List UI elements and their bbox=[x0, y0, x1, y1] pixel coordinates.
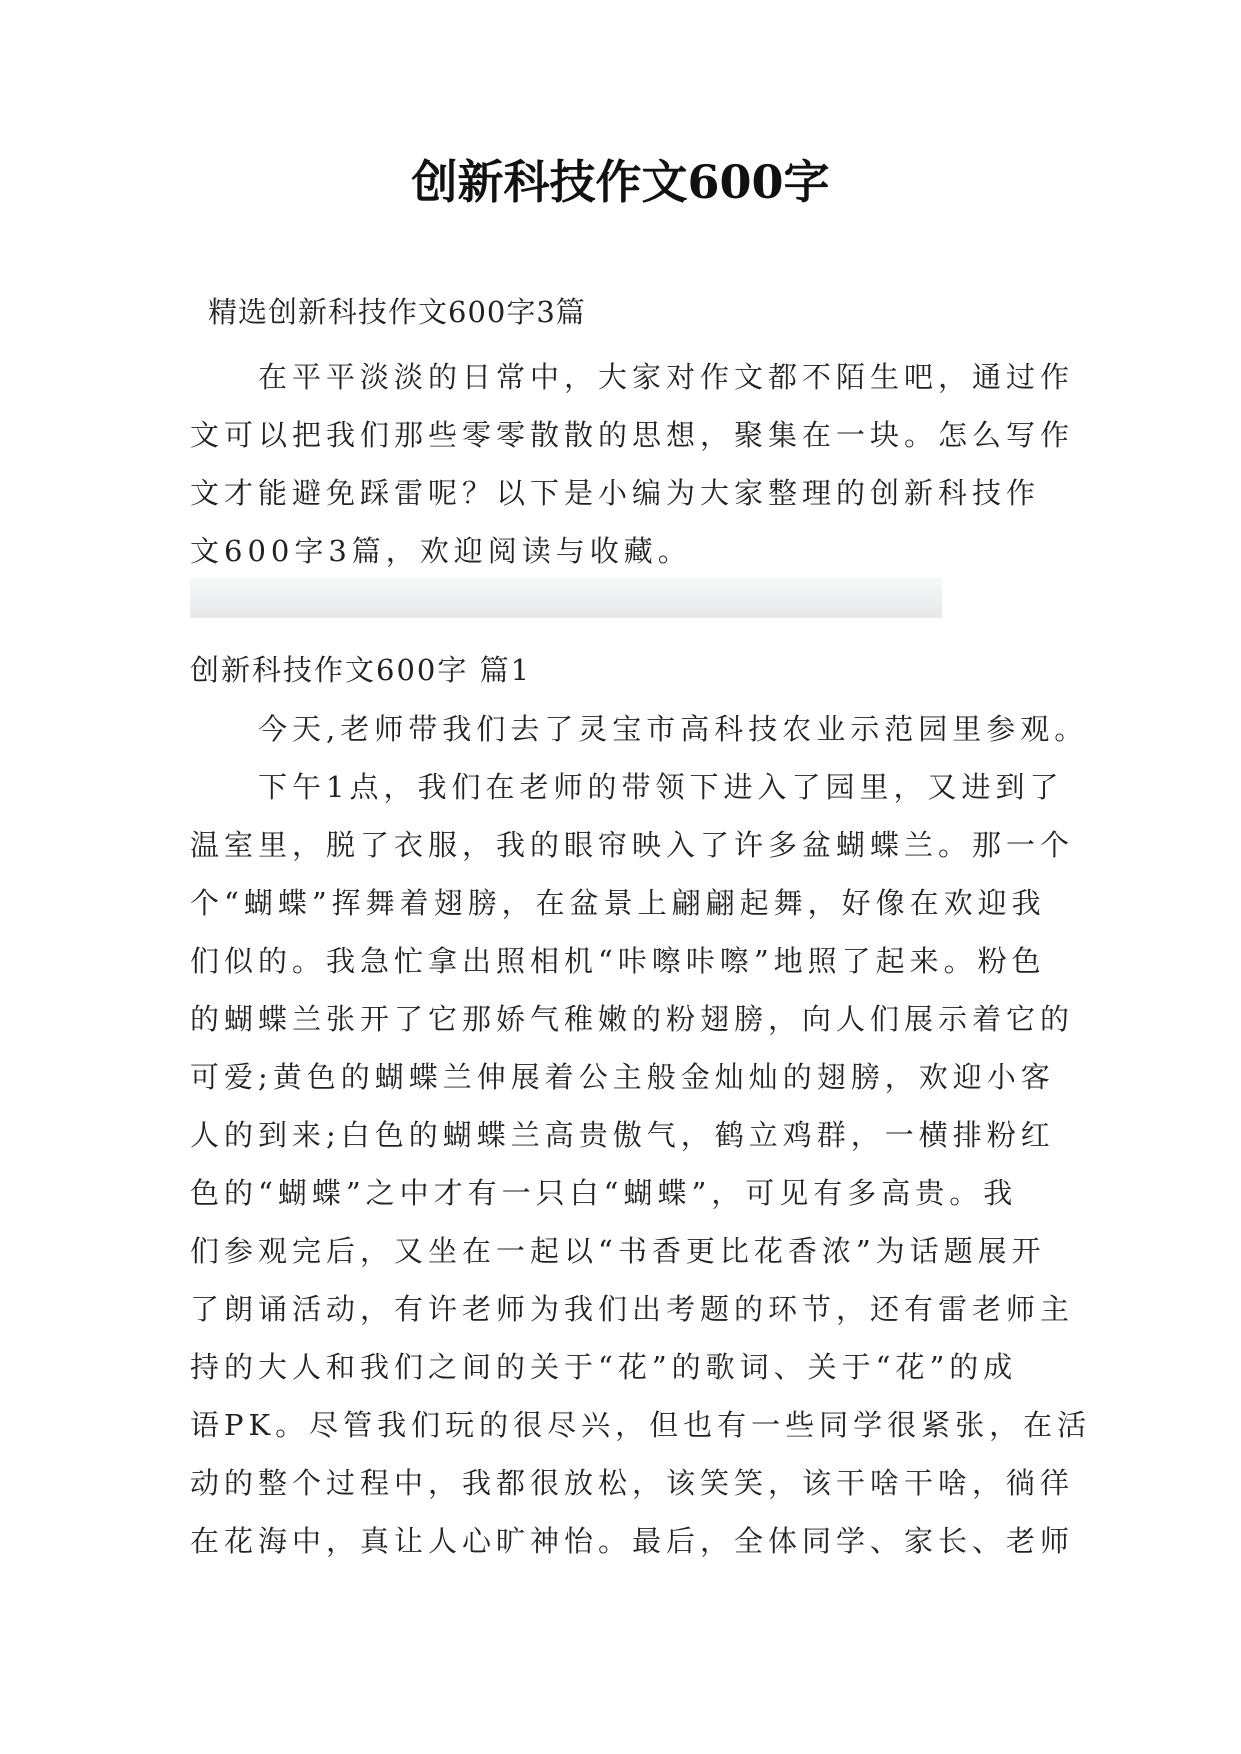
body-line: 在花海中，真让人心旷神怡。最后，全体同学、家长、老师 bbox=[190, 1524, 1075, 1558]
intro-paragraph bbox=[190, 348, 1075, 580]
intro-line: 文才能避免踩雷呢？以下是小编为大家整理的创新科技作 bbox=[190, 476, 1041, 510]
intro-line: 在平平淡淡的日常中，大家对作文都不陌生吧，通过作 bbox=[258, 360, 1075, 394]
document-subtitle: 精选创新科技作文600字3篇 bbox=[208, 295, 586, 329]
intro-line: 文600字3篇，欢迎阅读与收藏。 bbox=[190, 534, 692, 568]
cropped-image-strip bbox=[190, 578, 942, 618]
body-line: 动的整个过程中，我都很放松，该笑笑，该干啥干啥，徜徉 bbox=[190, 1466, 1075, 1500]
paragraph-2 bbox=[190, 758, 1092, 1570]
essay-body bbox=[190, 700, 1092, 1570]
body-line: 色的“蝴蝶”之中才有一只白“蝴蝶”，可见有多高贵。我 bbox=[190, 1176, 1018, 1210]
body-line: 们参观完后，又坐在一起以“书香更比花香浓”为话题展开 bbox=[190, 1234, 1046, 1268]
body-line: 温室里，脱了衣服，我的眼帘映入了许多盆蝴蝶兰。那一个 bbox=[190, 828, 1075, 862]
section-heading: 创新科技作文600字 篇1 bbox=[190, 653, 532, 687]
body-line: 们似的。我急忙拿出照相机“咔嚓咔嚓”地照了起来。粉色 bbox=[190, 944, 1046, 978]
body-line: 语PK。尽管我们玩的很尽兴，但也有一些同学很紧张，在活 bbox=[190, 1408, 1092, 1442]
body-line: 了朗诵活动，有许老师为我们出考题的环节，还有雷老师主 bbox=[190, 1292, 1075, 1326]
body-line: 持的大人和我们之间的关于“花”的歌词、关于“花”的成 bbox=[190, 1350, 1018, 1384]
paragraph-1 bbox=[190, 700, 1089, 758]
body-line: 下午1点，我们在老师的带领下进入了园里，又进到了 bbox=[258, 770, 1064, 804]
body-line: 个“蝴蝶”挥舞着翅膀，在盆景上翩翩起舞，好像在欢迎我 bbox=[190, 886, 1046, 920]
intro-line: 文可以把我们那些零零散散的思想，聚集在一块。怎么写作 bbox=[190, 418, 1075, 452]
body-line: 人的到来;白色的蝴蝶兰高贵傲气，鹤立鸡群，一横排粉红 bbox=[190, 1118, 1055, 1152]
body-line: 的蝴蝶兰张开了它那娇气稚嫩的粉翅膀，向人们展示着它的 bbox=[190, 1002, 1075, 1036]
document-title: 创新科技作文600字 bbox=[411, 155, 830, 209]
body-line: 今天,老师带我们去了灵宝市高科技农业示范园里参观。 bbox=[258, 712, 1089, 746]
body-line: 可爱;黄色的蝴蝶兰伸展着公主般金灿灿的翅膀，欢迎小客 bbox=[190, 1060, 1055, 1094]
